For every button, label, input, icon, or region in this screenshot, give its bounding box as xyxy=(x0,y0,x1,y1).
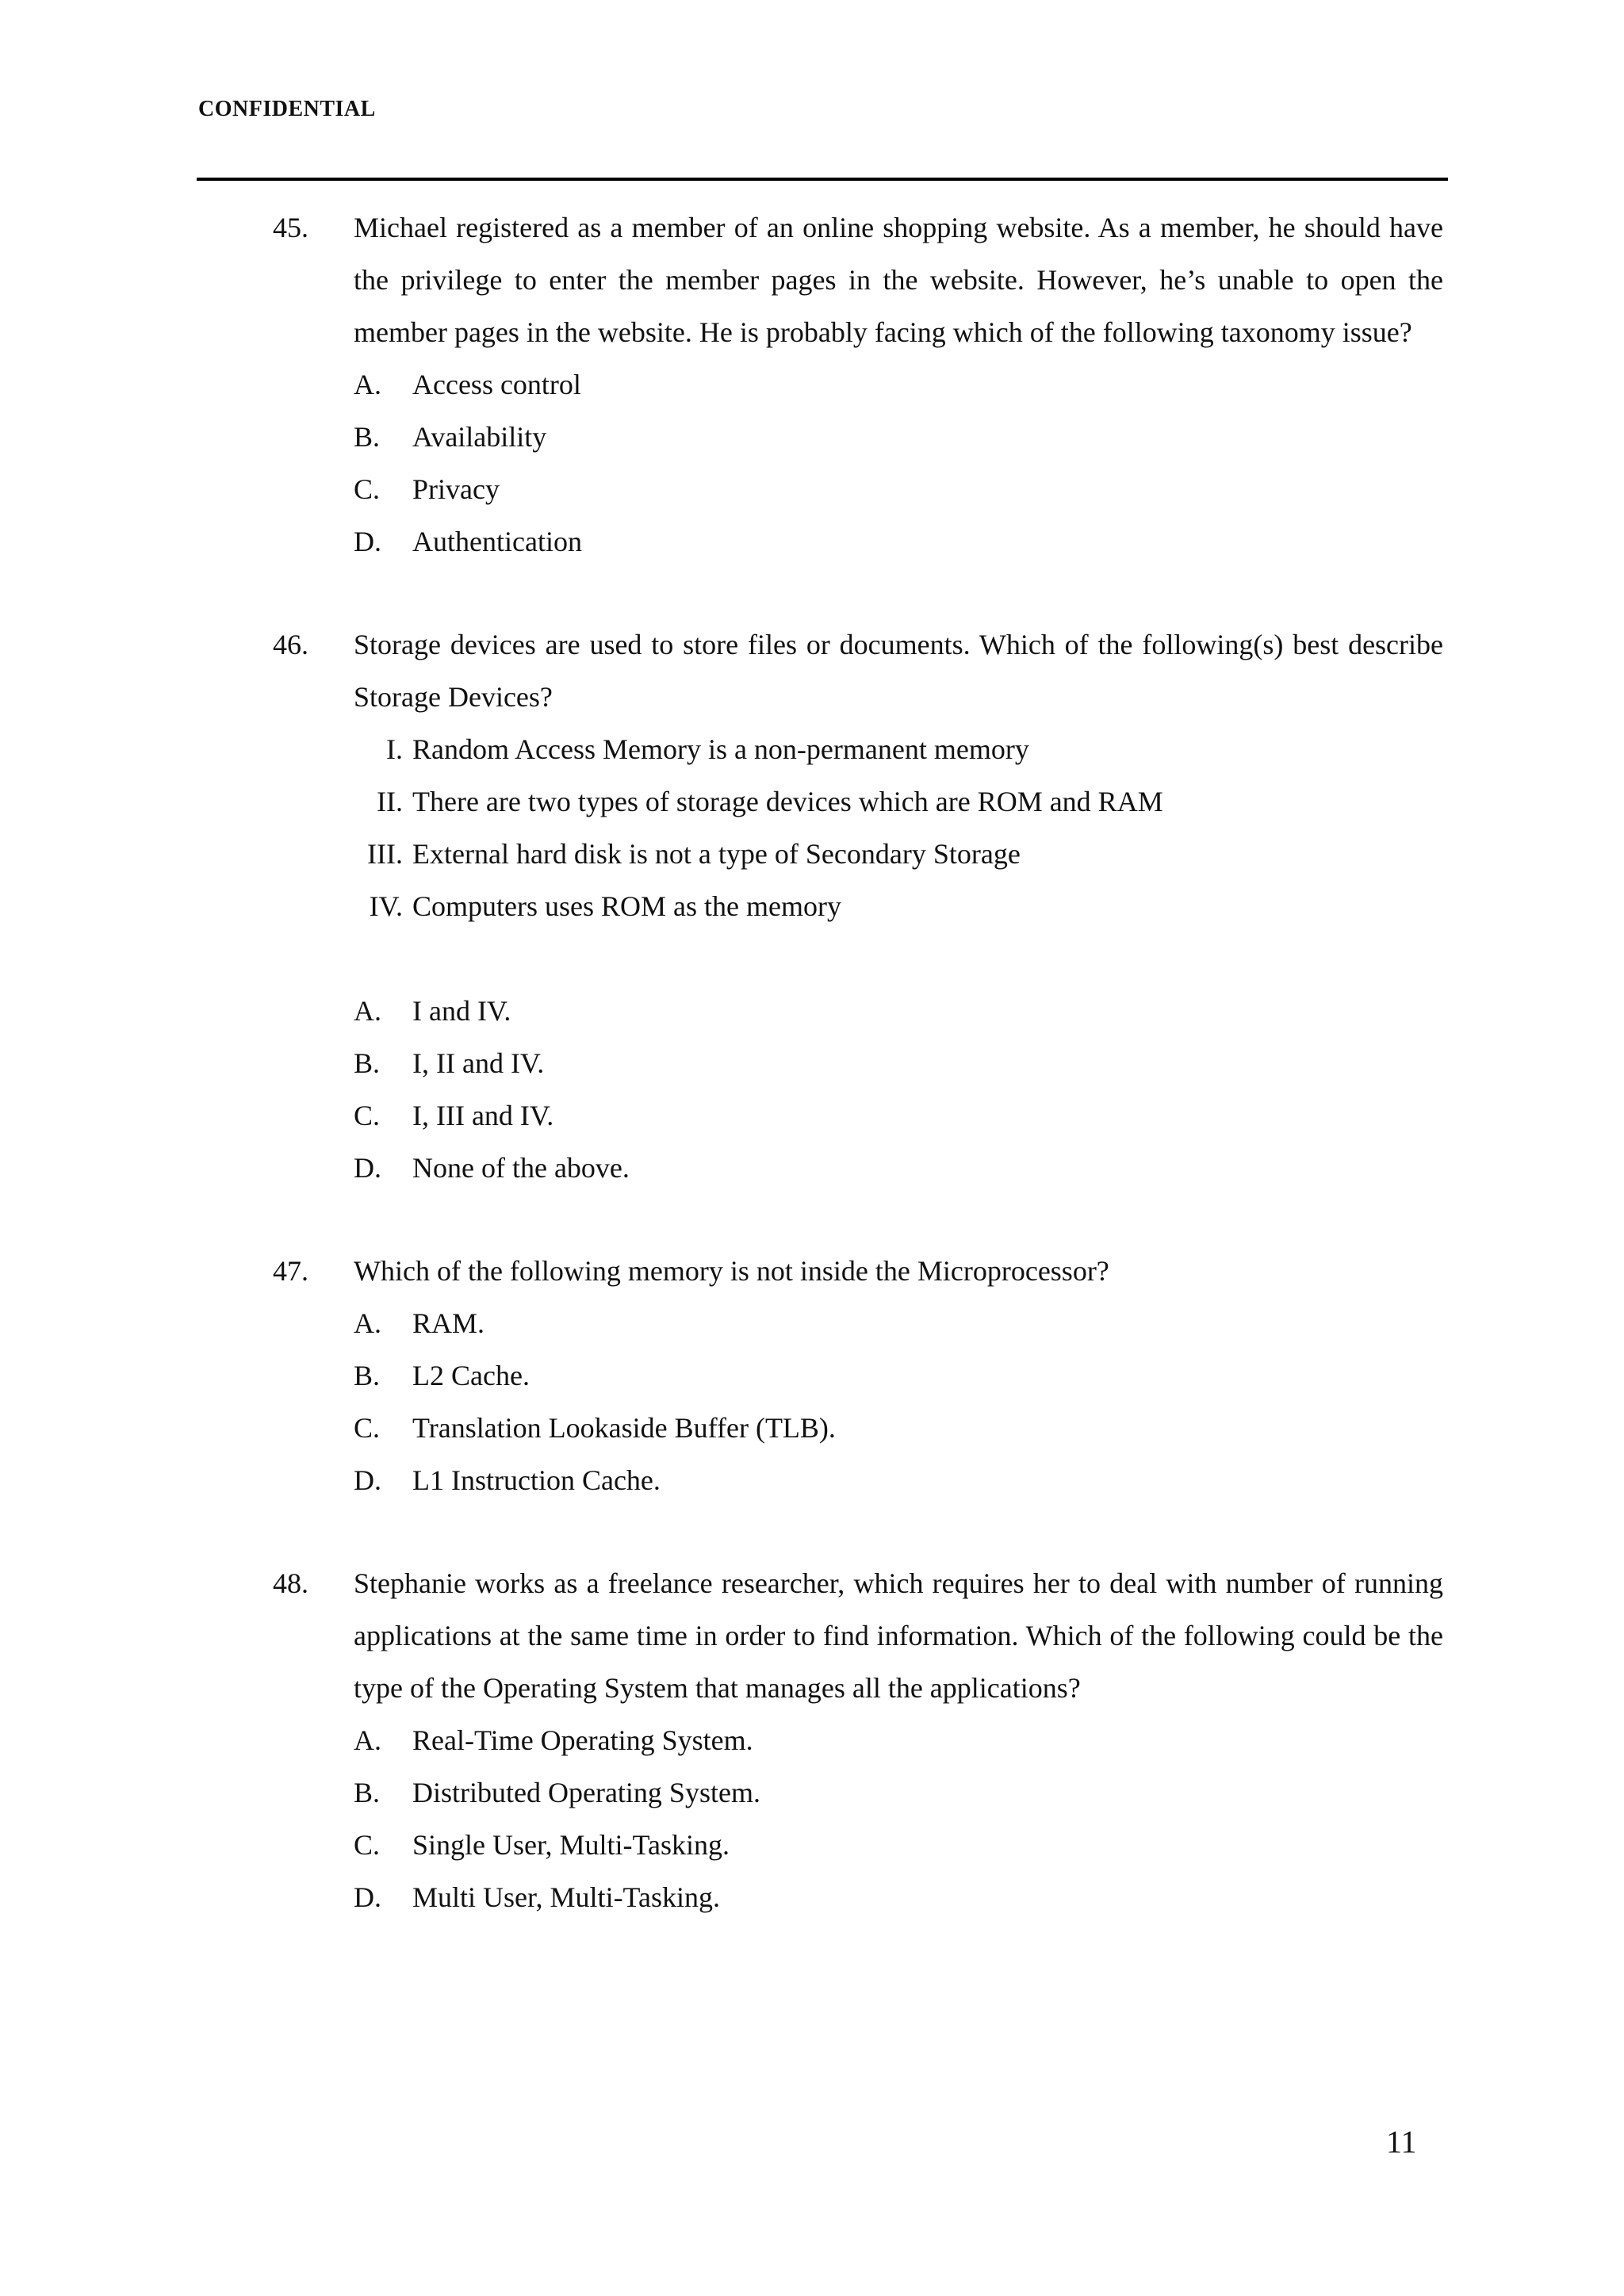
option-b xyxy=(354,1037,1624,1089)
option-letter: B. xyxy=(354,421,381,453)
option-text: Privacy xyxy=(412,473,500,505)
option-text: RAM. xyxy=(412,1307,485,1339)
question-list xyxy=(0,201,1624,1974)
option-text: Single User, Multi-Tasking. xyxy=(412,1829,730,1861)
option-b xyxy=(354,1766,1624,1819)
option-letter: D. xyxy=(354,526,381,557)
option-c xyxy=(354,463,1624,515)
option-text: Distributed Operating System. xyxy=(412,1777,760,1808)
statement-text: External hard disk is not a type of Secondary Storage xyxy=(412,838,1021,870)
option-a xyxy=(354,985,1624,1037)
option-d xyxy=(354,1871,1624,1923)
option-text: Translation Lookaside Buffer (TLB). xyxy=(412,1412,836,1444)
page-number: 11 xyxy=(1386,2124,1417,2160)
question-number: 46. xyxy=(273,629,308,660)
statement-iii xyxy=(354,828,1624,880)
option-a xyxy=(354,1297,1624,1349)
statement-numeral: III. xyxy=(367,838,403,870)
option-b xyxy=(354,411,1624,463)
option-c xyxy=(354,1819,1624,1871)
option-list xyxy=(354,1714,1624,1923)
option-text: I, III and IV. xyxy=(412,1100,554,1131)
option-c xyxy=(354,1089,1624,1142)
statement-text: There are two types of storage devices which are ROM and RAM xyxy=(412,786,1163,817)
question-number: 48. xyxy=(273,1567,308,1599)
option-text: Access control xyxy=(412,369,581,400)
question-46 xyxy=(0,618,1624,1194)
option-letter: A. xyxy=(354,1724,381,1756)
option-letter: B. xyxy=(354,1777,381,1808)
option-text: L2 Cache. xyxy=(412,1360,530,1391)
option-letter: C. xyxy=(354,473,381,505)
option-letter: D. xyxy=(354,1881,381,1913)
statement-numeral: IV. xyxy=(369,890,403,922)
option-text: L1 Instruction Cache. xyxy=(412,1464,661,1496)
option-text: Authentication xyxy=(412,526,582,557)
option-text: Multi User, Multi-Tasking. xyxy=(412,1881,721,1913)
question-text: Storage devices are used to store files or documents. Which of the following(s) best describe Storage Devices? xyxy=(354,629,1443,713)
option-letter: C. xyxy=(354,1100,381,1131)
question-number: 45. xyxy=(273,212,308,243)
option-a xyxy=(354,1714,1624,1766)
question-number: 47. xyxy=(273,1255,308,1287)
option-list xyxy=(354,985,1624,1194)
statement-numeral: I. xyxy=(386,733,403,765)
option-letter: A. xyxy=(354,369,381,400)
option-letter: A. xyxy=(354,995,381,1027)
statement-numeral: II. xyxy=(377,786,403,817)
option-letter: D. xyxy=(354,1464,381,1496)
option-text: None of the above. xyxy=(412,1152,630,1184)
option-d xyxy=(354,515,1624,568)
statement-list xyxy=(354,723,1624,932)
option-letter: D. xyxy=(354,1152,381,1184)
option-list xyxy=(354,358,1624,568)
statement-i xyxy=(354,723,1624,775)
option-text: I and IV. xyxy=(412,995,511,1027)
option-text: Availability xyxy=(412,421,547,453)
header-divider xyxy=(197,178,1448,181)
question-47 xyxy=(0,1245,1624,1506)
statement-text: Computers uses ROM as the memory xyxy=(412,890,841,922)
option-d xyxy=(354,1454,1624,1506)
question-45 xyxy=(0,201,1624,568)
question-text: Michael registered as a member of an online shopping website. As a member, he should have the privilege to enter the member pages in the website. However, he’s unable to open the member pages in the website. He is probably facing which of the following taxonomy issue? xyxy=(354,212,1443,348)
option-letter: A. xyxy=(354,1307,381,1339)
option-text: Real-Time Operating System. xyxy=(412,1724,753,1756)
statement-iv xyxy=(354,880,1624,932)
option-letter: B. xyxy=(354,1047,381,1079)
statement-ii xyxy=(354,775,1624,828)
question-text: Stephanie works as a freelance researcher, which requires her to deal with number of running applications at the same time in order to find information. Which of the following could be the type of the Operating System that manages all the applications? xyxy=(354,1567,1443,1704)
question-48 xyxy=(0,1557,1624,1923)
option-list xyxy=(354,1297,1624,1506)
question-text: Which of the following memory is not inside the Microprocessor? xyxy=(354,1255,1109,1287)
statement-text: Random Access Memory is a non-permanent memory xyxy=(412,733,1029,765)
option-letter: C. xyxy=(354,1829,381,1861)
confidential-label: CONFIDENTIAL xyxy=(198,97,376,121)
option-d xyxy=(354,1142,1624,1194)
option-letter: B. xyxy=(354,1360,381,1391)
option-a xyxy=(354,358,1624,411)
option-c xyxy=(354,1402,1624,1454)
option-letter: C. xyxy=(354,1412,381,1444)
option-text: I, II and IV. xyxy=(412,1047,545,1079)
option-b xyxy=(354,1349,1624,1402)
